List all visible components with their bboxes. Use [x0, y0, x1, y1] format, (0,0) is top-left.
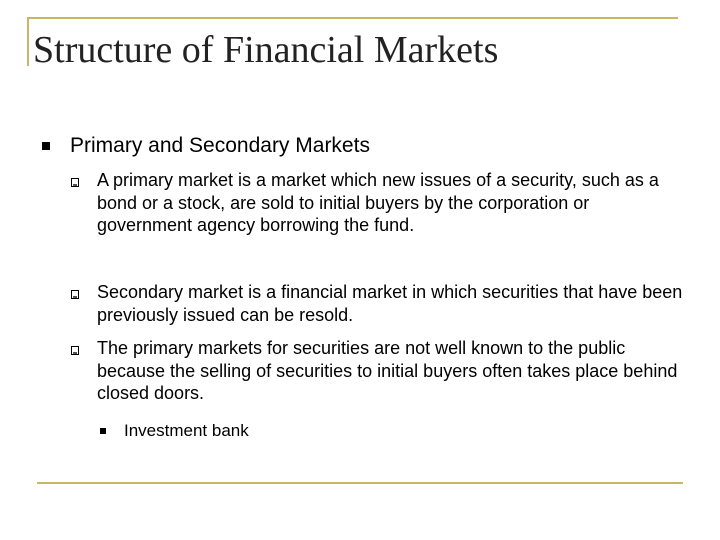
- square-bullet-icon: [42, 142, 50, 150]
- slide-title: Structure of Financial Markets: [33, 29, 499, 71]
- title-top-rule: [27, 17, 678, 19]
- level3-bullet-text: Investment bank: [124, 421, 249, 440]
- level1-bullet-text: Primary and Secondary Markets: [70, 134, 370, 157]
- square-bullet-icon: [100, 428, 106, 434]
- checkbox-bullet-icon: [71, 178, 79, 187]
- footer-rule: [37, 482, 683, 484]
- level2-bullet-text-primary-market: A primary market is a market which new issues of a security, such as a bond or a stock, are sold to initial buyers by the corporation or government agency borrowing the fund.: [97, 170, 659, 235]
- level2-bullet-text-primary-markets-not-known: The primary markets for securities are not well known to the public because the selling of securities to initial buyers often takes place behind closed doors.: [97, 338, 678, 403]
- checkbox-bullet-icon: [71, 290, 79, 299]
- level2-bullet-text-secondary-market: Secondary market is a financial market in which securities that have been previously issued can be resold.: [97, 282, 683, 325]
- checkbox-bullet-icon: [71, 346, 79, 355]
- title-left-rule: [27, 18, 29, 66]
